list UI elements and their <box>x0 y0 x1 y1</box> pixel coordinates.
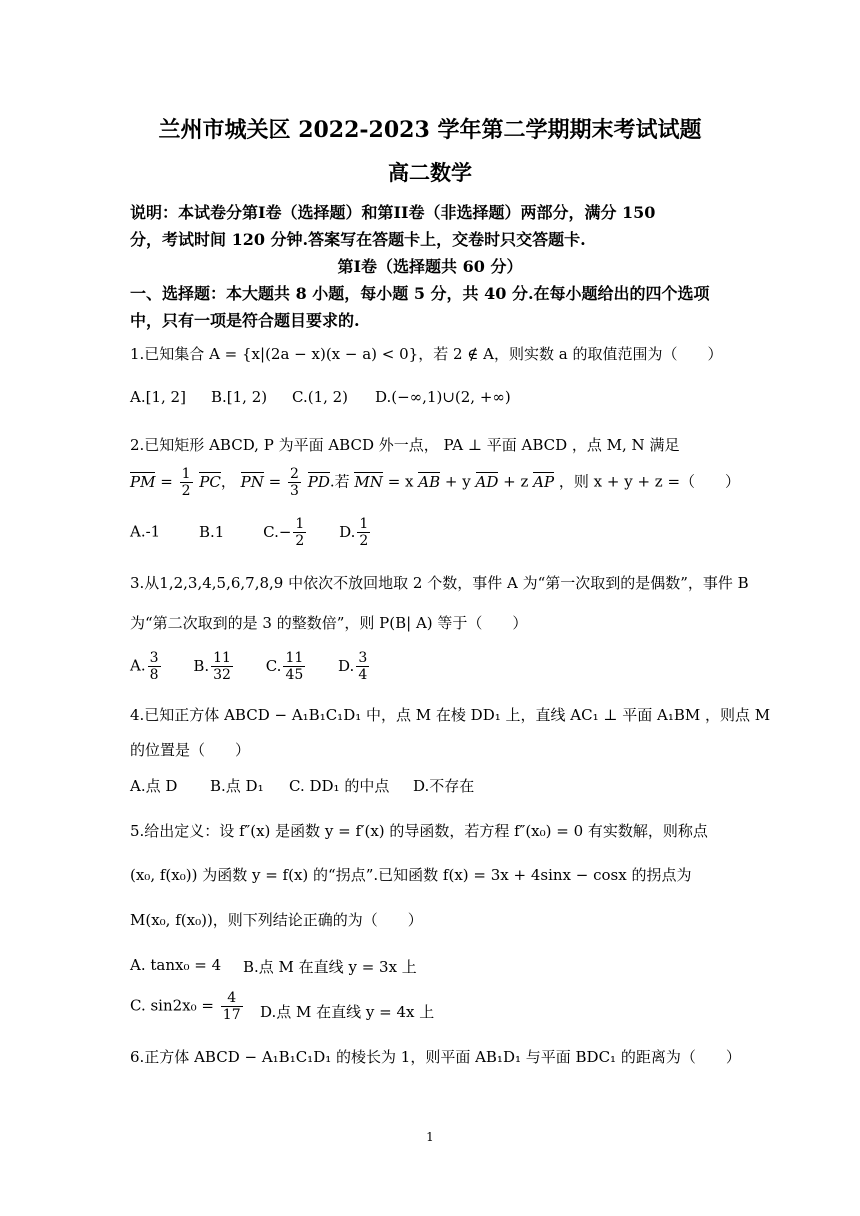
question-1-option-c: C.(1, 2) <box>292 388 349 406</box>
numerator: 3 <box>358 650 368 666</box>
vector-ap: AP <box>533 472 555 491</box>
question-1-option-a: A.[1, 2] <box>130 388 186 406</box>
question-2-tail: ，则 x + y + z =（ ） <box>558 472 741 491</box>
question-3-option-c-prefix: C. <box>265 656 282 675</box>
vector-pd: PD <box>307 472 330 491</box>
question-4-stem-line-2: 的位置是（ ） <box>130 741 251 759</box>
numerator: 1 <box>295 516 305 532</box>
question-4-option-b: B.点 D₁ <box>210 777 264 795</box>
instructions-line-1: 说明：本试卷分第Ⅰ卷（选择题）和第ⅠⅠ卷（非选择题）两部分，满分 150 <box>130 203 656 222</box>
numerator: 11 <box>285 650 304 666</box>
equals-sign: = <box>160 472 173 491</box>
fraction-one-half <box>180 466 193 499</box>
fraction-two-thirds <box>288 466 301 499</box>
question-3-option-d-prefix: D. <box>338 656 355 675</box>
question-5-stem-line-2: (x₀, f(x₀)) 为函数 y = f(x) 的“拐点”.已知函数 f(x) = 3x + 4sinx − cosx 的拐点为 <box>130 866 692 884</box>
vector-mn: MN <box>354 472 383 491</box>
question-4-option-a: A.点 D <box>130 777 178 795</box>
question-5-stem-line-1: 5.给出定义：设 f″(x) 是函数 y = f′(x) 的导函数，若方程 f″(x₀) = 0 有实数解，则称点 <box>130 822 708 840</box>
question-4-option-d: D.不存在 <box>413 777 475 795</box>
question-2-option-a: A.-1 <box>130 522 161 541</box>
question-5-option-c-fraction <box>221 990 243 1023</box>
part-heading-line-1: 一、选择题：本大题共 8 小题，每小题 5 分，共 40 分.在每小题给出的四个选项 <box>130 284 710 303</box>
vector-pn: PN <box>240 472 264 491</box>
numerator: 1 <box>181 466 191 482</box>
question-3-stem-line-1: 3.从1,2,3,4,5,6,7,8,9 中依次不放回地取 2 个数，事件 A 为“第一次取到的是偶数”，事件 B <box>130 574 749 592</box>
question-3-option-b-prefix: B. <box>193 656 210 675</box>
question-2-stem-line-1: 2.已知矩形 ABCD, P 为平面 ABCD 外一点， PA ⊥ 平面 ABCD ，点 M, N 满足 <box>130 436 680 454</box>
question-1-option-b: B.[1, 2) <box>211 388 268 406</box>
conjunction-text: .若 <box>329 472 350 491</box>
question-3-option-b-fraction <box>211 650 233 683</box>
denominator: 32 <box>213 667 231 684</box>
question-2-stem-line-2 <box>130 466 740 499</box>
equation-text: + z <box>503 472 529 491</box>
equation-text: = x <box>387 472 414 491</box>
question-5-option-d: D.点 M 在直线 y = 4x 上 <box>260 1003 435 1021</box>
denominator: 2 <box>295 533 305 550</box>
vector-ad: AD <box>475 472 499 491</box>
question-3-stem-line-2: 为“第二次取到的是 3 的整数倍”，则 P(B| A) 等于（ ） <box>130 614 528 632</box>
denominator: 2 <box>181 483 191 500</box>
denominator: 17 <box>222 1007 241 1024</box>
question-2-options <box>130 516 372 549</box>
question-3-option-c-fraction <box>283 650 305 683</box>
question-3-option-a-prefix: A. <box>130 656 146 675</box>
numerator: 3 <box>149 650 159 666</box>
denominator: 45 <box>285 667 304 684</box>
numerator: 4 <box>221 990 243 1007</box>
page-number: 1 <box>426 1130 434 1144</box>
equals-sign: = <box>268 472 282 491</box>
question-2-option-c-prefix: C.− <box>263 522 292 541</box>
denominator: 4 <box>358 667 368 684</box>
vector-ab: AB <box>418 472 441 491</box>
question-2-option-c-fraction <box>293 516 306 549</box>
numerator: 11 <box>213 650 231 666</box>
question-3-option-d-fraction <box>356 650 369 683</box>
question-5-stem-line-3: M(x₀, f(x₀))，则下列结论正确的为（ ） <box>130 911 423 929</box>
question-1-option-d: D.(−∞,1)∪(2, +∞) <box>375 388 511 406</box>
question-5-option-c-prefix: C. sin2x₀ = <box>130 996 214 1015</box>
question-2-option-d-fraction <box>357 516 370 549</box>
question-5-option-a: A. tanx₀ = 4 <box>130 956 222 974</box>
part-heading-line-2: 中，只有一项是符合题目要求的. <box>130 311 360 330</box>
question-1-stem: 1.已知集合 A = {x|(2a − x)(x − a) < 0}，若 2 ∉ A，则实数 a 的取值范围为（ ） <box>130 345 723 363</box>
question-2-option-b: B.1 <box>199 522 225 541</box>
question-5-option-c <box>130 990 245 1023</box>
question-4-stem-line-1: 4.已知正方体 ABCD − A₁B₁C₁D₁ 中，点 M 在棱 DD₁ 上，直线 AC₁ ⊥ 平面 A₁BM ，则点 M <box>130 706 771 724</box>
question-2-option-d-prefix: D. <box>339 522 356 541</box>
instructions-line-2: 分，考试时间 120 分钟.答案写在答题卡上，交卷时只交答题卡. <box>130 230 586 249</box>
denominator: 8 <box>149 667 159 684</box>
question-3-options <box>130 650 371 683</box>
equation-text: + y <box>444 472 471 491</box>
section-title: 第Ⅰ卷（选择题共 60 分） <box>337 257 523 276</box>
denominator: 3 <box>290 483 299 500</box>
vector-pc: PC <box>199 472 221 491</box>
vector-pm: PM <box>130 472 156 491</box>
question-3-option-a-fraction <box>148 650 161 683</box>
question-4-option-c: C. DD₁ 的中点 <box>289 777 390 795</box>
numerator: 1 <box>359 516 369 532</box>
numerator: 2 <box>290 466 299 482</box>
subject-title: 高二数学 <box>388 160 472 185</box>
question-6-stem: 6.正方体 ABCD − A₁B₁C₁D₁ 的棱长为 1，则平面 AB₁D₁ 与平面 BDC₁ 的距离为（ ） <box>130 1048 741 1066</box>
separator: ， <box>220 472 236 491</box>
denominator: 2 <box>359 533 369 550</box>
exam-title: 兰州市城关区 2022-2023 学年第二学期期末考试试题 <box>158 117 702 143</box>
question-5-option-b: B.点 M 在直线 y = 3x 上 <box>243 958 417 976</box>
